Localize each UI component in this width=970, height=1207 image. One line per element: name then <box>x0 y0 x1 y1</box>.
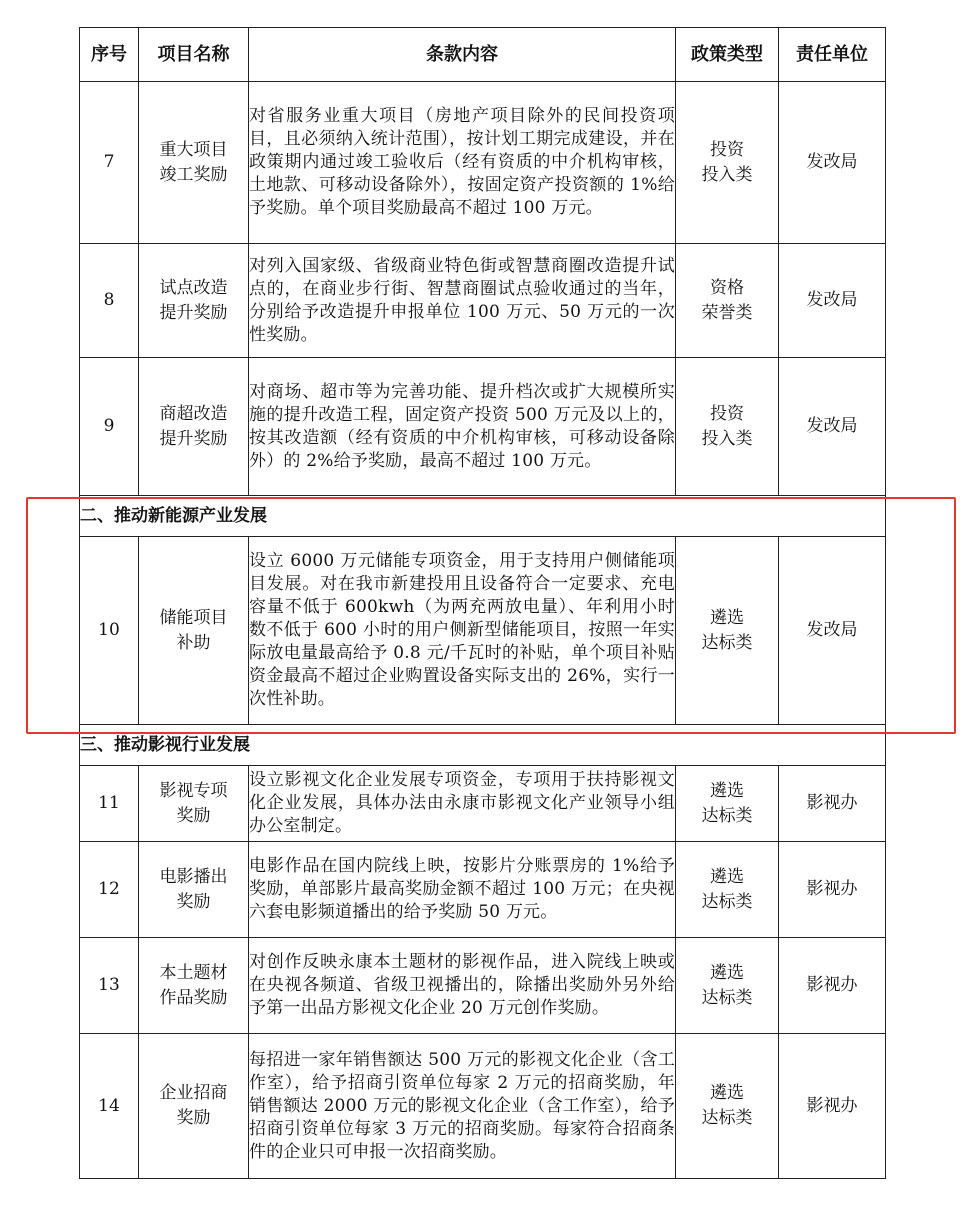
row-unit: 影视办 <box>779 1034 886 1179</box>
row-name: 重大项目 竣工奖励 <box>139 82 249 244</box>
row-unit: 影视办 <box>779 938 886 1034</box>
row-type: 遴选 达标类 <box>676 1034 779 1179</box>
policy-table <box>79 27 886 1179</box>
row-type: 遴选 达标类 <box>676 938 779 1034</box>
row-no: 9 <box>80 358 139 496</box>
row-no: 14 <box>80 1034 139 1179</box>
row-content: 电影作品在国内院线上映，按影片分账票房的 1%给予奖励，单部影片最高奖励金额不超过 100 万元；在央视六套电影频道播出的给予奖励 50 万元。 <box>249 842 676 938</box>
table-row <box>80 938 886 1034</box>
row-content: 设立影视文化企业发展专项资金，专项用于扶持影视文化企业发展，具体办法由永康市影视文化产业领导小组办公室制定。 <box>249 766 676 842</box>
table-row <box>80 82 886 244</box>
section-title: 三、推动影视行业发展 <box>80 725 886 766</box>
row-unit: 发改局 <box>779 244 886 358</box>
row-type: 遴选 达标类 <box>676 766 779 842</box>
row-unit: 发改局 <box>779 537 886 725</box>
row-no: 12 <box>80 842 139 938</box>
row-type: 资格 荣誉类 <box>676 244 779 358</box>
row-no: 10 <box>80 537 139 725</box>
section-header <box>80 725 886 766</box>
table-header <box>80 28 886 82</box>
row-name: 商超改造 提升奖励 <box>139 358 249 496</box>
header-unit: 责任单位 <box>779 28 886 82</box>
row-name: 本土题材 作品奖励 <box>139 938 249 1034</box>
row-name: 试点改造 提升奖励 <box>139 244 249 358</box>
header-no: 序号 <box>80 28 139 82</box>
row-no: 13 <box>80 938 139 1034</box>
table-row <box>80 842 886 938</box>
header-name: 项目名称 <box>139 28 249 82</box>
row-no: 8 <box>80 244 139 358</box>
table-row <box>80 358 886 496</box>
row-no: 7 <box>80 82 139 244</box>
row-type: 投资 投入类 <box>676 82 779 244</box>
section-title: 二、推动新能源产业发展 <box>80 496 886 537</box>
row-type: 遴选 达标类 <box>676 842 779 938</box>
row-type: 投资 投入类 <box>676 358 779 496</box>
header-content: 条款内容 <box>249 28 676 82</box>
row-content: 设立 6000 万元储能专项资金，用于支持用户侧储能项目发展。对在我市新建投用且设备符合一定要求、充电容量不低于 600kwh（为两充两放电量）、年利用小时数不低于 600 小时的用户侧新型储能项目，按照一年实际放电量最高给予 0.8 元/千瓦时的补贴，单个项目补贴资金最高不超过企业购置设备实际支出的 26%，实行一次性补助。 <box>249 537 676 725</box>
row-name: 储能项目 补助 <box>139 537 249 725</box>
row-name: 电影播出 奖励 <box>139 842 249 938</box>
row-unit: 影视办 <box>779 842 886 938</box>
row-content: 对省服务业重大项目（房地产项目除外的民间投资项目，且必须纳入统计范围），按计划工期完成建设，并在政策期内通过竣工验收后（经有资质的中介机构审核，土地款、可移动设备除外），按固定资产投资额的 1%给予奖励。单个项目奖励最高不超过 100 万元。 <box>249 82 676 244</box>
row-content: 每招进一家年销售额达 500 万元的影视文化企业（含工作室），给予招商引资单位每家 2 万元的招商奖励，年销售额达 2000 万元的影视文化企业（含工作室），给予招商引资单位每家 3 万元的招商奖励。每家符合招商条件的企业只可申报一次招商奖励。 <box>249 1034 676 1179</box>
row-name: 企业招商 奖励 <box>139 1034 249 1179</box>
table-row <box>80 537 886 725</box>
table-row <box>80 244 886 358</box>
row-content: 对列入国家级、省级商业特色街或智慧商圈改造提升试点的，在商业步行街、智慧商圈试点验收通过的当年，分别给予改造提升申报单位 100 万元、50 万元的一次性奖励。 <box>249 244 676 358</box>
row-name: 影视专项 奖励 <box>139 766 249 842</box>
section-header <box>80 496 886 537</box>
row-content: 对商场、超市等为完善功能、提升档次或扩大规模所实施的提升改造工程，固定资产投资 500 万元及以上的，按其改造额（经有资质的中介机构审核，可移动设备除外）的 2%给予奖励，最高不超过 100 万元。 <box>249 358 676 496</box>
table-row <box>80 766 886 842</box>
row-unit: 发改局 <box>779 82 886 244</box>
row-unit: 发改局 <box>779 358 886 496</box>
table-row <box>80 1034 886 1179</box>
row-unit: 影视办 <box>779 766 886 842</box>
row-type: 遴选 达标类 <box>676 537 779 725</box>
row-no: 11 <box>80 766 139 842</box>
row-content: 对创作反映永康本土题材的影视作品，进入院线上映或在央视各频道、省级卫视播出的，除播出奖励外另外给予第一出品方影视文化企业 20 万元创作奖励。 <box>249 938 676 1034</box>
header-type: 政策类型 <box>676 28 779 82</box>
